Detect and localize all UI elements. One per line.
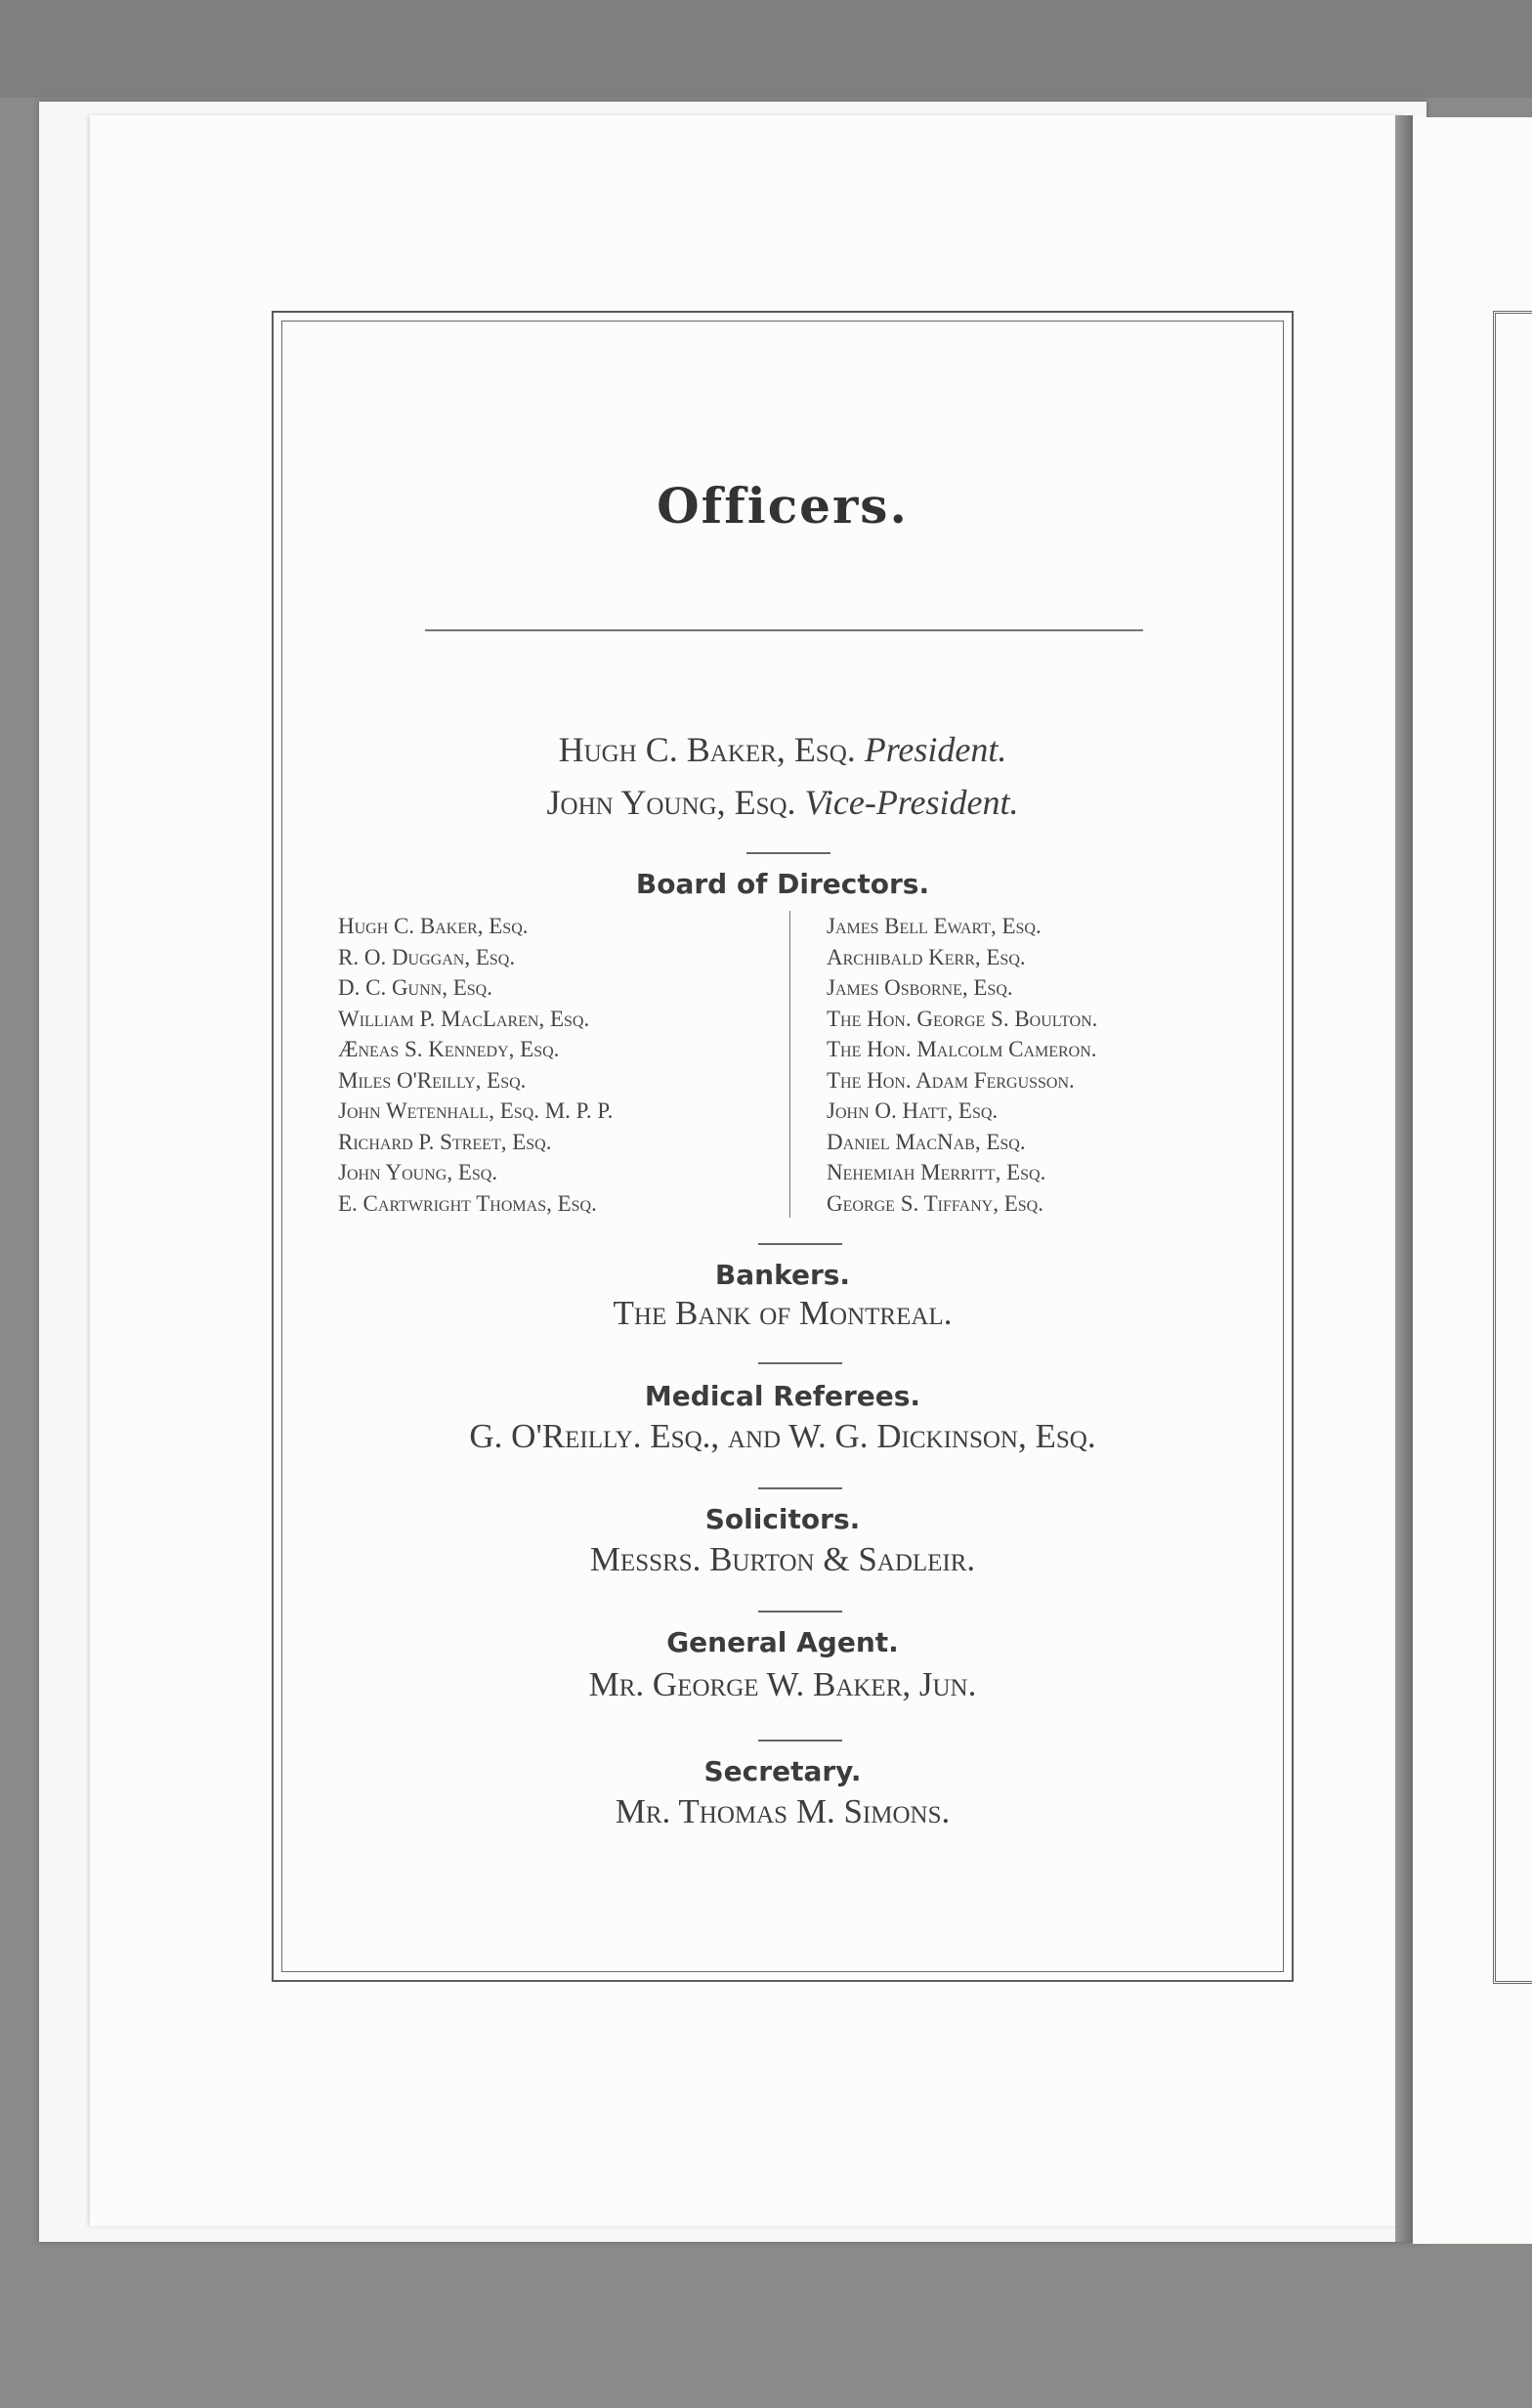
divider-rule bbox=[758, 1243, 842, 1245]
director-name: John O. Hatt, Esq. bbox=[827, 1098, 999, 1123]
director-name: Æneas S. Kennedy, Esq. bbox=[338, 1037, 560, 1061]
bankers-value: The Bank of Montreal. bbox=[613, 1294, 953, 1332]
president-name: Hugh C. Baker, Esq. bbox=[558, 730, 856, 769]
vice-president-name: John Young, Esq. bbox=[546, 783, 796, 822]
bankers-heading: Bankers. bbox=[714, 1259, 851, 1291]
secretary-value: Mr. Thomas M. Simons. bbox=[615, 1792, 951, 1830]
vice-president-line bbox=[274, 782, 1292, 823]
director-name: William P. MacLaren, Esq. bbox=[338, 1006, 590, 1031]
title-rule bbox=[425, 629, 1143, 631]
president-role: President. bbox=[864, 730, 1007, 769]
director-name: John Young, Esq. bbox=[338, 1160, 498, 1184]
facing-page-frame bbox=[1493, 311, 1532, 1984]
general-agent-value: Mr. George W. Baker, Jun. bbox=[588, 1665, 977, 1703]
divider-rule bbox=[758, 1611, 842, 1612]
director-name: Hugh C. Baker, Esq. bbox=[338, 914, 529, 938]
board-heading: Board of Directors. bbox=[635, 868, 930, 900]
divider-rule bbox=[758, 1740, 842, 1742]
director-name: Miles O'Reilly, Esq. bbox=[338, 1067, 527, 1093]
general-agent-heading: General Agent. bbox=[666, 1626, 899, 1658]
director-name: R. O. Duggan, Esq. bbox=[338, 944, 516, 969]
secretary-heading: Secretary. bbox=[703, 1755, 862, 1787]
medical-referees-heading: Medical Referees. bbox=[644, 1380, 921, 1412]
officers-content bbox=[274, 313, 1292, 1980]
medical-referees-value: G. O'Reilly. Esq., and W. G. Dickinson, Esq. bbox=[469, 1417, 1096, 1455]
director-name: John Wetenhall, Esq. M. P. P. bbox=[338, 1098, 614, 1123]
solicitors-value: Messrs. Burton & Sadleir. bbox=[589, 1540, 976, 1578]
director-name: Richard P. Street, Esq. bbox=[338, 1129, 552, 1154]
president-line bbox=[274, 729, 1292, 770]
directors-right-column bbox=[827, 911, 1237, 1219]
director-name: James Bell Ewart, Esq. bbox=[827, 914, 1042, 938]
book-gutter bbox=[1395, 115, 1413, 2242]
director-name: George S. Tiffany, Esq. bbox=[827, 1190, 1043, 1216]
director-name: The Hon. Malcolm Cameron. bbox=[827, 1037, 1097, 1061]
directors-column-divider bbox=[789, 911, 790, 1218]
divider-rule bbox=[758, 1362, 842, 1364]
director-name: Nehemiah Merritt, Esq. bbox=[827, 1160, 1046, 1184]
divider-rule bbox=[746, 852, 830, 854]
scan-background bbox=[0, 0, 1532, 98]
director-name: The Hon. George S. Boulton. bbox=[827, 1006, 1098, 1031]
director-name: Archibald Kerr, Esq. bbox=[827, 944, 1026, 969]
director-name: Daniel MacNab, Esq. bbox=[827, 1129, 1026, 1154]
directors-left-column bbox=[338, 911, 768, 1219]
vice-president-role: Vice-President. bbox=[804, 783, 1019, 822]
director-name: E. Cartwright Thomas, Esq. bbox=[338, 1190, 597, 1216]
officers-frame bbox=[272, 311, 1294, 1982]
page-title: Officers. bbox=[657, 477, 909, 535]
solicitors-heading: Solicitors. bbox=[704, 1503, 861, 1535]
director-name: The Hon. Adam Fergusson. bbox=[827, 1067, 1075, 1093]
director-name: James Osborne, Esq. bbox=[827, 975, 1013, 1000]
director-name: D. C. Gunn, Esq. bbox=[338, 975, 492, 1000]
divider-rule bbox=[758, 1487, 842, 1489]
